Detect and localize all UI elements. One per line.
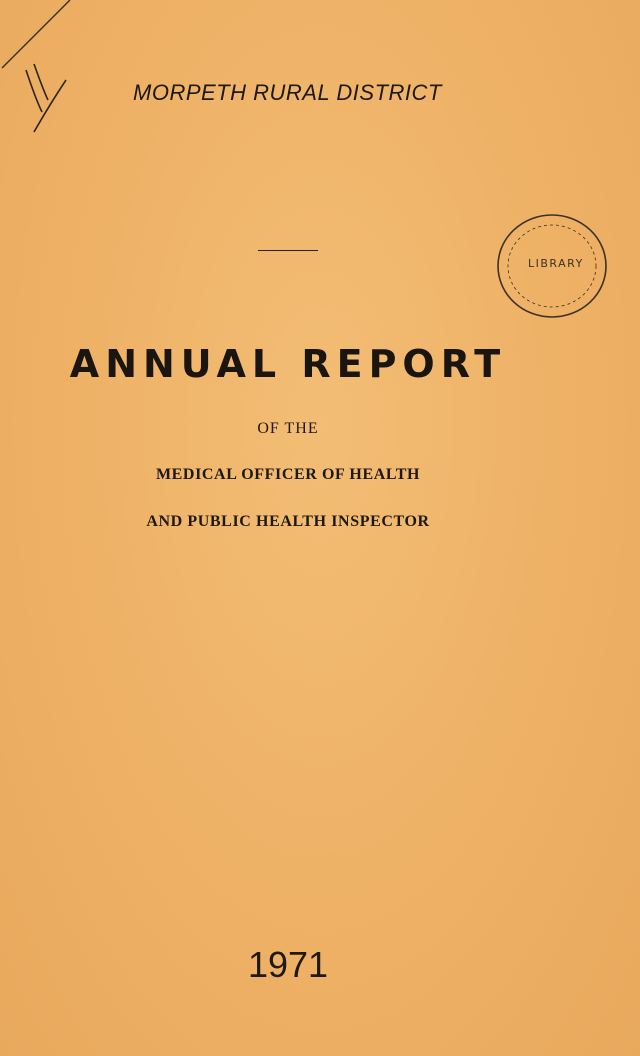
- report-year: 1971: [247, 944, 329, 985]
- subtitle-medical-officer: MEDICAL OFFICER OF HEALTH: [155, 466, 421, 483]
- subtitle-of-the: OF THE: [257, 420, 319, 437]
- subtitle-health-inspector: AND PUBLIC HEALTH INSPECTOR: [146, 513, 430, 530]
- stamp-label: LIBRARY: [528, 257, 584, 270]
- title-divider: [258, 250, 318, 251]
- district-name: MORPETH RURAL DISTRICT: [133, 80, 442, 105]
- report-title: ANNUAL REPORT: [69, 342, 507, 386]
